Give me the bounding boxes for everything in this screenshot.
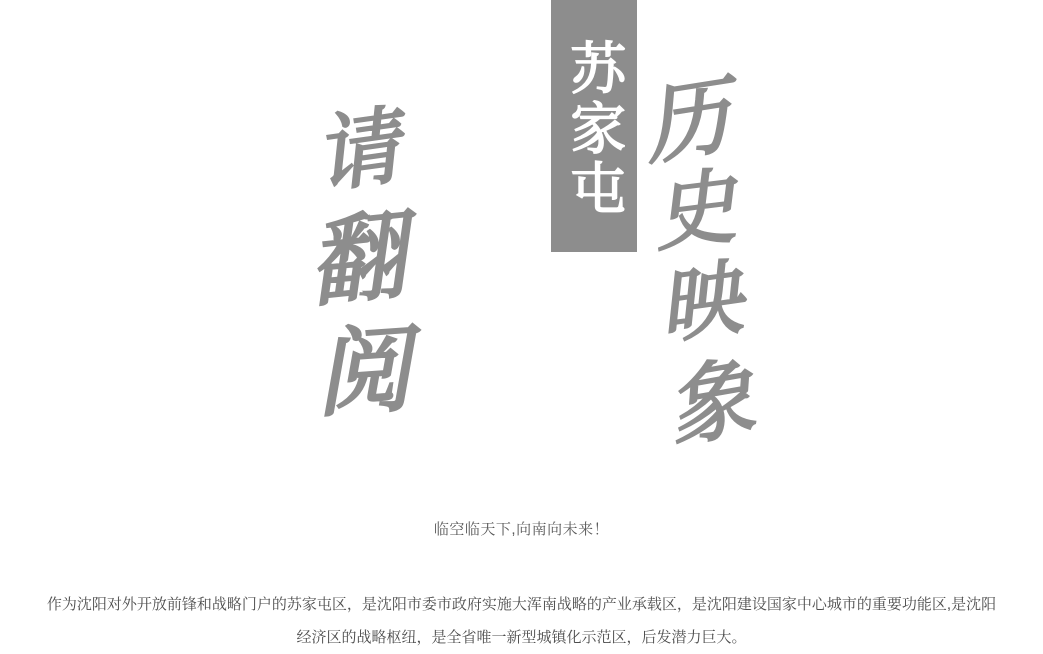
- brush-char-2: 翻: [303, 198, 411, 321]
- vertical-title-panel: [551, 0, 637, 252]
- brush-char-3: 阅: [310, 311, 415, 432]
- brush-char-4: 象: [659, 346, 762, 461]
- introduction-paragraph: 作为沈阳对外开放前锋和战略门户的苏家屯区，是沈阳市委市政府实施大浑南战略的产业承载区，是沈阳建设国家中心城市的重要功能区,是沈阳经济区的战略枢纽，是全省唯一新型城镇化示范区，后发潜力巨大。: [46, 596, 997, 646]
- brush-calligraphy-history-image: [628, 52, 762, 461]
- slogan-text: 临空临天下,向南向未来！: [433, 521, 610, 538]
- brush-char-2: 史: [647, 158, 741, 264]
- brush-calligraphy-please-turn-page: [300, 84, 440, 432]
- brush-char-1: 请: [308, 95, 406, 206]
- brush-char-3: 映: [652, 249, 748, 357]
- vertical-title-text: 苏家屯: [561, 39, 628, 219]
- brush-char-1: 历: [635, 64, 737, 179]
